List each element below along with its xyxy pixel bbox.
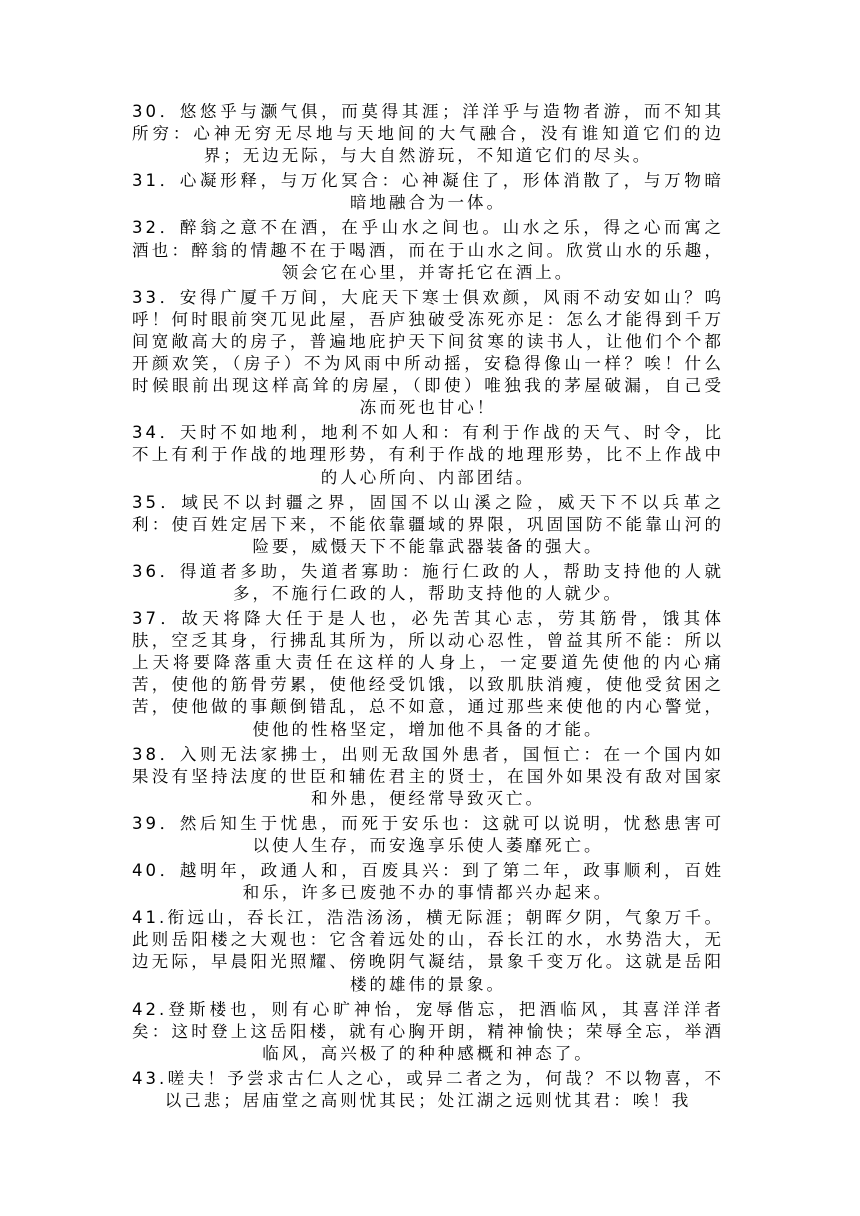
entry-text: 悠悠乎与灏气俱，而莫得其涯；洋洋乎与造物者游，而不知其所穷：心神无穷无尽地与天地间的大气融合，没有谁知道它们的边界；无边无际，与大自然游玩，不知道它们的尽头。	[132, 102, 725, 166]
entry-number: 35．	[132, 492, 182, 512]
entry-number: 43.	[132, 1068, 168, 1088]
entry-number: 42.	[132, 999, 168, 1019]
entry-32	[132, 217, 724, 283]
entry-text: 得道者多助，失道者寡助：施行仁政的人，帮助支持他的人就多，不施行仁政的人，帮助支持他的人就少。	[179, 561, 725, 603]
entry-39	[132, 813, 724, 857]
entry-30	[132, 101, 724, 167]
entry-number: 31．	[132, 171, 180, 191]
entry-number: 40．	[132, 861, 180, 881]
entry-number: 30．	[132, 102, 180, 121]
document-body	[132, 101, 724, 1115]
entry-number: 33．	[132, 287, 180, 307]
entry-text: 登斯楼也，则有心旷神怡，宠辱偕忘，把酒临风，其喜洋洋者矣：这时登上这岳阳楼，就有心胸开朗，精神愉快；荣辱全忘，举酒临风，高兴极了的种种感概和神态了。	[132, 999, 724, 1063]
entry-42	[132, 999, 724, 1065]
entry-text: 入则无法家拂士，出则无敌国外患者，国恒亡：在一个国内如果没有坚持法度的世臣和辅佐君主的贤士，在国外如果没有敌对国家和外患，便经常导致灭亡。	[132, 744, 725, 808]
entry-38	[132, 744, 724, 810]
entry-text: 衔远山，吞长江，浩浩汤汤，横无际涯；朝晖夕阴，气象万千。此则岳阳楼之大观也：它含着远处的山，吞长江的水，水势浩大，无边无际，早晨阳光照耀、傍晚阴气凝结，景象千变万化。这就是岳阳楼的雄伟的景象。	[132, 908, 724, 994]
entry-number: 36．	[132, 561, 180, 581]
entry-text: 嗟夫！予尝求古仁人之心，或异二者之为，何哉？不以物喜，不以己悲；居庙堂之高则忧其民；处江湖之远则忧其君：唉！我	[164, 1068, 724, 1111]
entry-number: 32．	[132, 218, 180, 238]
entry-number: 38．	[132, 744, 180, 764]
entry-33	[132, 287, 724, 420]
entry-35	[132, 492, 724, 558]
entry-36	[132, 561, 724, 605]
entry-43	[132, 1068, 724, 1112]
entry-text: 故天将降大任于是人也，必先苦其心志，劳其筋骨，饿其体肤，空乏其身，行拂乱其所为，所以动心忍性，曾益其所不能：所以上天将要降落重大责任在这样的人身上，一定要道先使他的内心痛苦，使他的筋骨劳累，使他经受饥饿，以致肌肤消瘦，使他受贫困之苦，使他做的事颠倒错乱，总不如意，通过那些来使他的内心警觉，使他的性格坚定，增加他不具备的才能。	[132, 609, 725, 739]
entry-text: 域民不以封疆之界，固国不以山溪之险，威天下不以兵革之利：使百姓定居下来，不能依靠疆域的界限，巩固国防不能靠山河的险要，威慑天下不能靠武器装备的强大。	[132, 492, 725, 556]
entry-text: 越明年，政通人和，百废具兴：到了第二年，政事顺利，百姓和乐，许多已废弛不办的事情都兴办起来。	[179, 861, 725, 903]
entry-text: 安得广厦千万间，大庇天下寒士俱欢颜，风雨不动安如山？呜呼！何时眼前突兀见此屋，吾庐独破受冻死亦足：怎么才能得到千万间宽敞高大的房子，普遍地庇护天下间贫寒的读书人，让他们个个都开颜欢笑，（房子）不为风雨中所动摇，安稳得像山一样？唉！什么时候眼前出现这样高耸的房屋，（即使）唯独我的茅屋破漏，自己受冻而死也甘心！	[132, 287, 725, 418]
entry-number: 34．	[132, 423, 180, 443]
entry-number: 37．	[132, 609, 182, 629]
entry-text: 然后知生于忧患，而死于安乐也：这就可以说明，忧愁患害可以使人生存，而安逸享乐使人萎靡死亡。	[179, 813, 725, 855]
entry-40	[132, 860, 724, 904]
entry-number: 39．	[132, 813, 180, 833]
entry-34	[132, 422, 724, 488]
entry-text: 醉翁之意不在酒，在乎山水之间也。山水之乐，得之心而寓之酒也：醉翁的情趣不在于喝酒，而在于山水之间。欣赏山水的乐趣，领会它在心里，并寄托它在酒上。	[132, 218, 725, 282]
entry-31	[132, 170, 724, 214]
entry-text: 天时不如地利，地利不如人和：有利于作战的天气、时令，比不上有利于作战的地理形势，有利于作战的地理形势，比不上作战中的人心所向、内部团结。	[132, 423, 725, 487]
entry-text: 心凝形释，与万化冥合：心神凝住了，形体消散了，与万物暗暗地融合为一体。	[179, 171, 725, 213]
entry-number: 41.	[132, 908, 168, 928]
entry-37	[132, 608, 724, 741]
entry-41	[132, 907, 724, 995]
